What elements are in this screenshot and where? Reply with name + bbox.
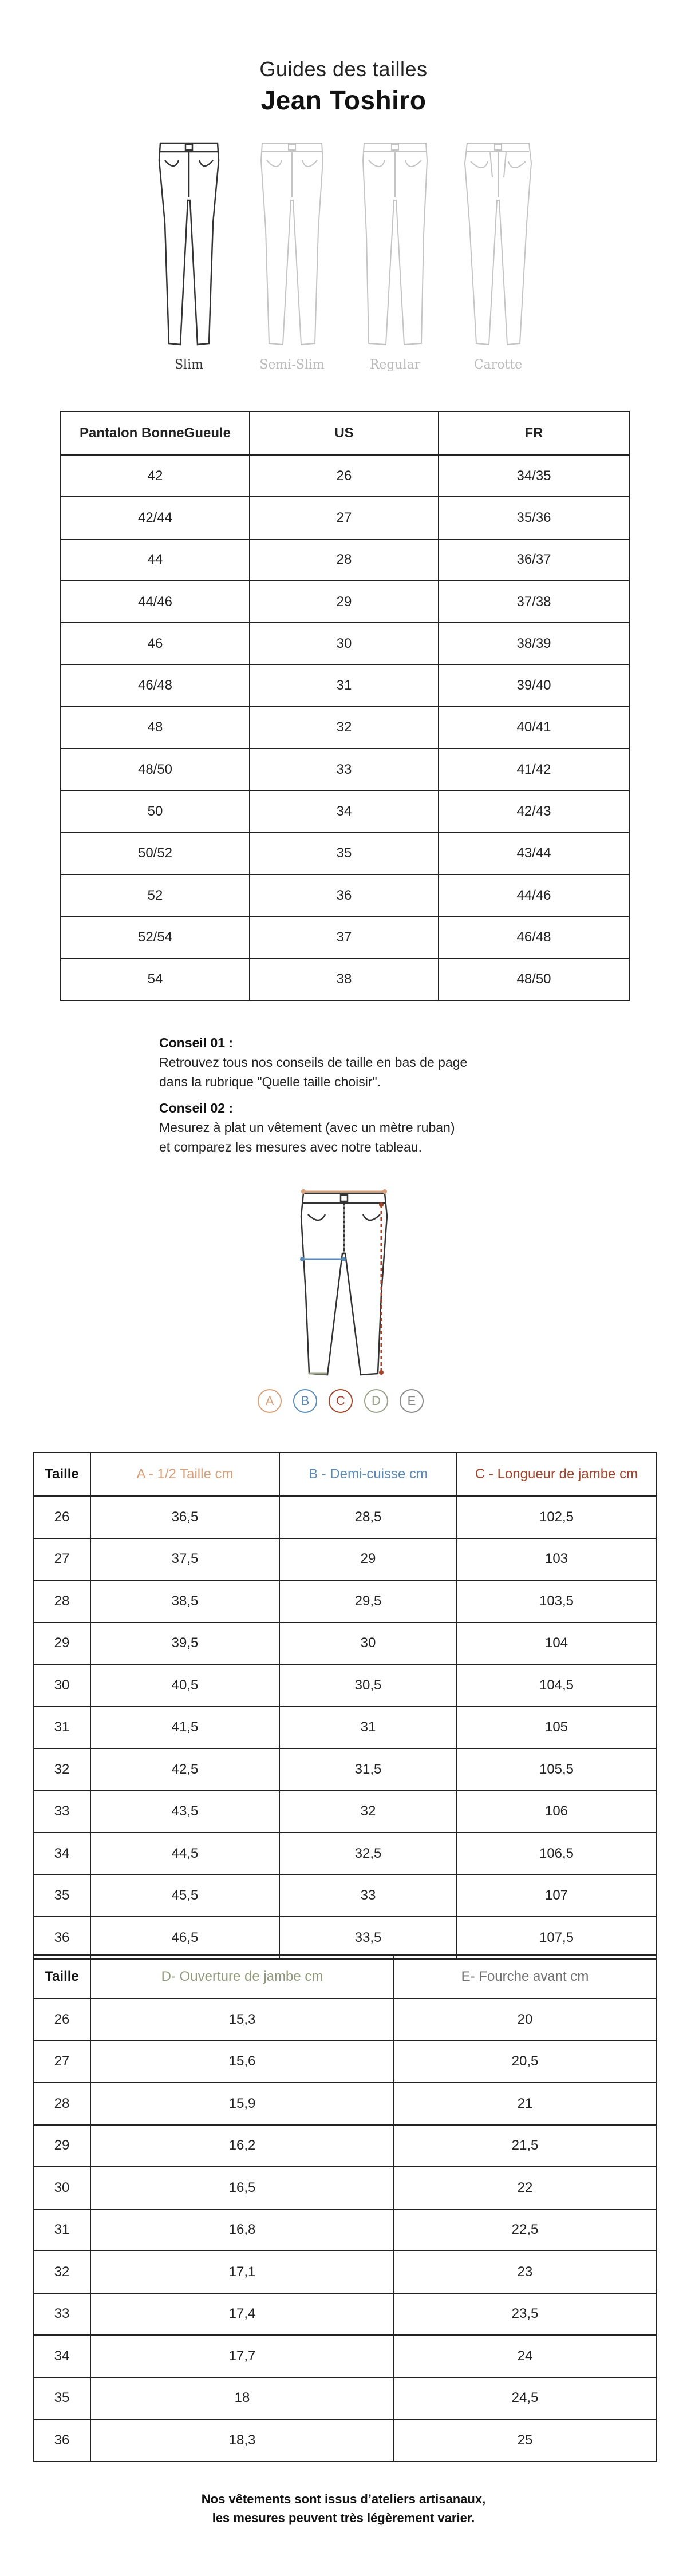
advice-line: Mesurez à plat un vêtement (avec un mètre ruban) <box>159 1120 455 1135</box>
table-cell: 50/52 <box>61 833 250 875</box>
table-row <box>33 1917 656 1959</box>
table-cell: 37,5 <box>90 1538 279 1581</box>
fit-slim[interactable] <box>143 137 235 378</box>
table-row <box>61 833 629 875</box>
table-cell: 29 <box>33 2125 90 2167</box>
table-cell: 17,1 <box>90 2251 394 2293</box>
table-row <box>33 2167 656 2209</box>
table-cell: 48/50 <box>439 959 629 1000</box>
page-subtitle: Guides des tailles <box>259 57 428 81</box>
measurement-legend <box>252 1389 435 1415</box>
table-cell: 26 <box>250 455 439 497</box>
legend-e-marker: E <box>400 1389 424 1413</box>
table-row <box>33 2335 656 2377</box>
table-cell: 15,9 <box>90 2083 394 2125</box>
table-cell: 48 <box>61 707 250 749</box>
table-cell: 28 <box>33 1580 90 1623</box>
table-cell: 107 <box>457 1875 656 1917</box>
measurement-diagram <box>252 1185 435 1414</box>
column-header: FR <box>439 411 629 455</box>
table-cell: 16,5 <box>90 2167 394 2209</box>
table-cell: 35 <box>33 1875 90 1917</box>
column-header: US <box>250 411 439 455</box>
table-row <box>33 1999 656 2041</box>
table-cell: 32 <box>279 1791 457 1833</box>
legend-c-marker: C <box>329 1389 353 1413</box>
fit-carotte[interactable] <box>452 137 544 378</box>
table-row <box>61 790 629 832</box>
table-cell: 29,5 <box>279 1580 457 1623</box>
advice-line: dans la rubrique "Quelle taille choisir". <box>159 1074 381 1089</box>
table-cell: 37 <box>250 916 439 958</box>
table-cell: 32 <box>250 707 439 749</box>
table-cell: 32 <box>33 1748 90 1791</box>
table-cell: 17,7 <box>90 2335 394 2377</box>
table-row <box>33 1748 656 1791</box>
table-cell: 18 <box>90 2377 394 2420</box>
advice-line: et comparez les mesures avec notre tableau. <box>159 1139 422 1154</box>
table-row <box>33 2083 656 2125</box>
table-row <box>33 2125 656 2167</box>
table-cell: 42 <box>61 455 250 497</box>
table-cell: 48/50 <box>61 749 250 790</box>
table-cell: 52 <box>61 875 250 916</box>
table-cell: 29 <box>33 1623 90 1665</box>
table-cell: 31 <box>250 664 439 706</box>
table-cell: 103 <box>457 1538 656 1581</box>
measurements-table-abc <box>33 1452 657 1960</box>
table-cell: 20 <box>394 1999 656 2041</box>
fit-regular[interactable] <box>349 137 441 378</box>
table-row <box>61 959 629 1000</box>
advice-section <box>159 1033 560 1157</box>
semi-slim-jeans-icon <box>252 137 332 349</box>
table-row <box>33 1538 656 1581</box>
table-cell: 42,5 <box>90 1748 279 1791</box>
table-cell: 38/39 <box>439 623 629 664</box>
table-cell: 20,5 <box>394 2041 656 2083</box>
table-cell: 23 <box>394 2251 656 2293</box>
table-cell: 106 <box>457 1791 656 1833</box>
footer-note <box>0 2490 687 2527</box>
table-cell: 28 <box>250 539 439 581</box>
jeans-measurement-icon <box>252 1185 435 1385</box>
table-cell: 44,5 <box>90 1833 279 1875</box>
footer-line: Nos vêtements sont issus d’ateliers artisanaux, <box>201 2492 486 2506</box>
table-row <box>61 497 629 539</box>
table-cell: 46/48 <box>61 664 250 706</box>
fit-selector <box>143 137 544 378</box>
table-row <box>61 875 629 916</box>
table-header-row <box>33 1955 656 1999</box>
table-cell: 27 <box>250 497 439 539</box>
regular-jeans-icon <box>355 137 435 349</box>
table-cell: 24 <box>394 2335 656 2377</box>
table-cell: 52/54 <box>61 916 250 958</box>
table-cell: 22,5 <box>394 2209 656 2251</box>
table-cell: 30 <box>279 1623 457 1665</box>
fit-label-slim: Slim <box>174 358 203 372</box>
table-cell: 25 <box>394 2419 656 2462</box>
advice-title: Conseil 02 : <box>159 1101 234 1115</box>
table-cell: 105 <box>457 1707 656 1749</box>
table-row <box>33 1875 656 1917</box>
table-header-row <box>33 1453 656 1496</box>
table-cell: 21 <box>394 2083 656 2125</box>
table-cell: 46/48 <box>439 916 629 958</box>
table-cell: 43,5 <box>90 1791 279 1833</box>
page-header <box>0 57 687 116</box>
table-cell: 33 <box>250 749 439 790</box>
table-cell: 15,3 <box>90 1999 394 2041</box>
table-cell: 40/41 <box>439 707 629 749</box>
table-cell: 36,5 <box>90 1496 279 1538</box>
table-cell: 103,5 <box>457 1580 656 1623</box>
table-cell: 30 <box>33 2167 90 2209</box>
table-row <box>33 2251 656 2293</box>
table-cell: 24,5 <box>394 2377 656 2420</box>
table-cell: 50 <box>61 790 250 832</box>
table-cell: 30,5 <box>279 1664 457 1707</box>
table-cell: 32 <box>33 2251 90 2293</box>
table-cell: 39/40 <box>439 664 629 706</box>
table-cell: 35 <box>250 833 439 875</box>
measurements-table-de <box>33 1954 657 2462</box>
table-cell: 46 <box>61 623 250 664</box>
size-conversion-table <box>60 411 630 1001</box>
column-header: B - Demi-cuisse cm <box>279 1453 457 1496</box>
table-row <box>33 2377 656 2420</box>
table-cell: 104 <box>457 1623 656 1665</box>
table-cell: 38,5 <box>90 1580 279 1623</box>
column-header: C - Longueur de jambe cm <box>457 1453 656 1496</box>
carotte-jeans-icon <box>458 137 538 349</box>
table-cell: 33 <box>33 2293 90 2336</box>
table-cell: 16,2 <box>90 2125 394 2167</box>
table-cell: 28,5 <box>279 1496 457 1538</box>
table-cell: 34/35 <box>439 455 629 497</box>
table-cell: 107,5 <box>457 1917 656 1959</box>
fit-semi-slim[interactable] <box>246 137 338 378</box>
table-row <box>61 623 629 664</box>
table-row <box>33 1707 656 1749</box>
table-cell: 45,5 <box>90 1875 279 1917</box>
table-cell: 106,5 <box>457 1833 656 1875</box>
table-row <box>61 539 629 581</box>
table-cell: 26 <box>33 1496 90 1538</box>
table-cell: 32,5 <box>279 1833 457 1875</box>
table-row <box>33 1664 656 1707</box>
column-header: A - 1/2 Taille cm <box>90 1453 279 1496</box>
footer-line: les mesures peuvent très légèrement varier. <box>212 2511 475 2525</box>
table-cell: 33,5 <box>279 1917 457 1959</box>
table-cell: 29 <box>279 1538 457 1581</box>
table-cell: 34 <box>250 790 439 832</box>
table-row <box>61 749 629 790</box>
table-row <box>33 1791 656 1833</box>
table-cell: 33 <box>33 1791 90 1833</box>
fit-label-carotte: Carotte <box>473 358 523 372</box>
table-cell: 36 <box>33 2419 90 2462</box>
table-cell: 44/46 <box>439 875 629 916</box>
table-row <box>33 1496 656 1538</box>
table-cell: 33 <box>279 1875 457 1917</box>
table-cell: 36 <box>33 1917 90 1959</box>
column-header: Taille <box>33 1955 90 1999</box>
table-cell: 29 <box>250 581 439 623</box>
table-cell: 31 <box>33 2209 90 2251</box>
table-cell: 35/36 <box>439 497 629 539</box>
legend-b-marker: B <box>293 1389 317 1413</box>
table-cell: 26 <box>33 1999 90 2041</box>
fit-label-semi-slim: Semi-Slim <box>259 358 325 372</box>
table-row <box>33 2293 656 2336</box>
page-title: Jean Toshiro <box>260 85 427 115</box>
table-row <box>61 664 629 706</box>
table-cell: 104,5 <box>457 1664 656 1707</box>
legend-a-marker: A <box>258 1389 282 1413</box>
table-cell: 17,4 <box>90 2293 394 2336</box>
table-cell: 27 <box>33 1538 90 1581</box>
table-cell: 40,5 <box>90 1664 279 1707</box>
column-header: Pantalon BonneGueule <box>61 411 250 455</box>
table-row <box>61 916 629 958</box>
table-row <box>33 2419 656 2462</box>
table-header-row <box>61 411 629 455</box>
table-cell: 46,5 <box>90 1917 279 1959</box>
column-header: E- Fourche avant cm <box>394 1955 656 1999</box>
table-cell: 30 <box>33 1664 90 1707</box>
table-cell: 31 <box>279 1707 457 1749</box>
table-row <box>33 2041 656 2083</box>
table-cell: 31 <box>33 1707 90 1749</box>
table-cell: 34 <box>33 1833 90 1875</box>
table-cell: 34 <box>33 2335 90 2377</box>
table-cell: 41,5 <box>90 1707 279 1749</box>
advice-title: Conseil 01 : <box>159 1035 234 1050</box>
table-cell: 102,5 <box>457 1496 656 1538</box>
table-row <box>61 581 629 623</box>
table-cell: 37/38 <box>439 581 629 623</box>
table-row <box>61 707 629 749</box>
fit-label-regular: Regular <box>369 358 421 372</box>
column-header: Taille <box>33 1453 90 1496</box>
table-cell: 39,5 <box>90 1623 279 1665</box>
table-cell: 44/46 <box>61 581 250 623</box>
table-cell: 21,5 <box>394 2125 656 2167</box>
table-cell: 42/44 <box>61 497 250 539</box>
table-cell: 38 <box>250 959 439 1000</box>
table-cell: 41/42 <box>439 749 629 790</box>
table-row <box>33 2209 656 2251</box>
table-row <box>33 1580 656 1623</box>
table-cell: 105,5 <box>457 1748 656 1791</box>
table-cell: 22 <box>394 2167 656 2209</box>
table-cell: 36 <box>250 875 439 916</box>
advice-block <box>159 1098 560 1157</box>
table-cell: 36/37 <box>439 539 629 581</box>
table-cell: 16,8 <box>90 2209 394 2251</box>
table-cell: 23,5 <box>394 2293 656 2336</box>
column-header: D- Ouverture de jambe cm <box>90 1955 394 1999</box>
table-cell: 54 <box>61 959 250 1000</box>
table-row <box>61 455 629 497</box>
table-cell: 28 <box>33 2083 90 2125</box>
table-cell: 30 <box>250 623 439 664</box>
table-cell: 43/44 <box>439 833 629 875</box>
table-cell: 31,5 <box>279 1748 457 1791</box>
table-cell: 27 <box>33 2041 90 2083</box>
table-row <box>33 1833 656 1875</box>
table-cell: 42/43 <box>439 790 629 832</box>
advice-line: Retrouvez tous nos conseils de taille en bas de page <box>159 1055 468 1070</box>
table-row <box>33 1623 656 1665</box>
table-cell: 18,3 <box>90 2419 394 2462</box>
slim-jeans-icon <box>149 137 229 349</box>
table-cell: 35 <box>33 2377 90 2420</box>
legend-d-marker: D <box>364 1389 388 1413</box>
table-cell: 44 <box>61 539 250 581</box>
advice-block <box>159 1033 560 1091</box>
table-cell: 15,6 <box>90 2041 394 2083</box>
